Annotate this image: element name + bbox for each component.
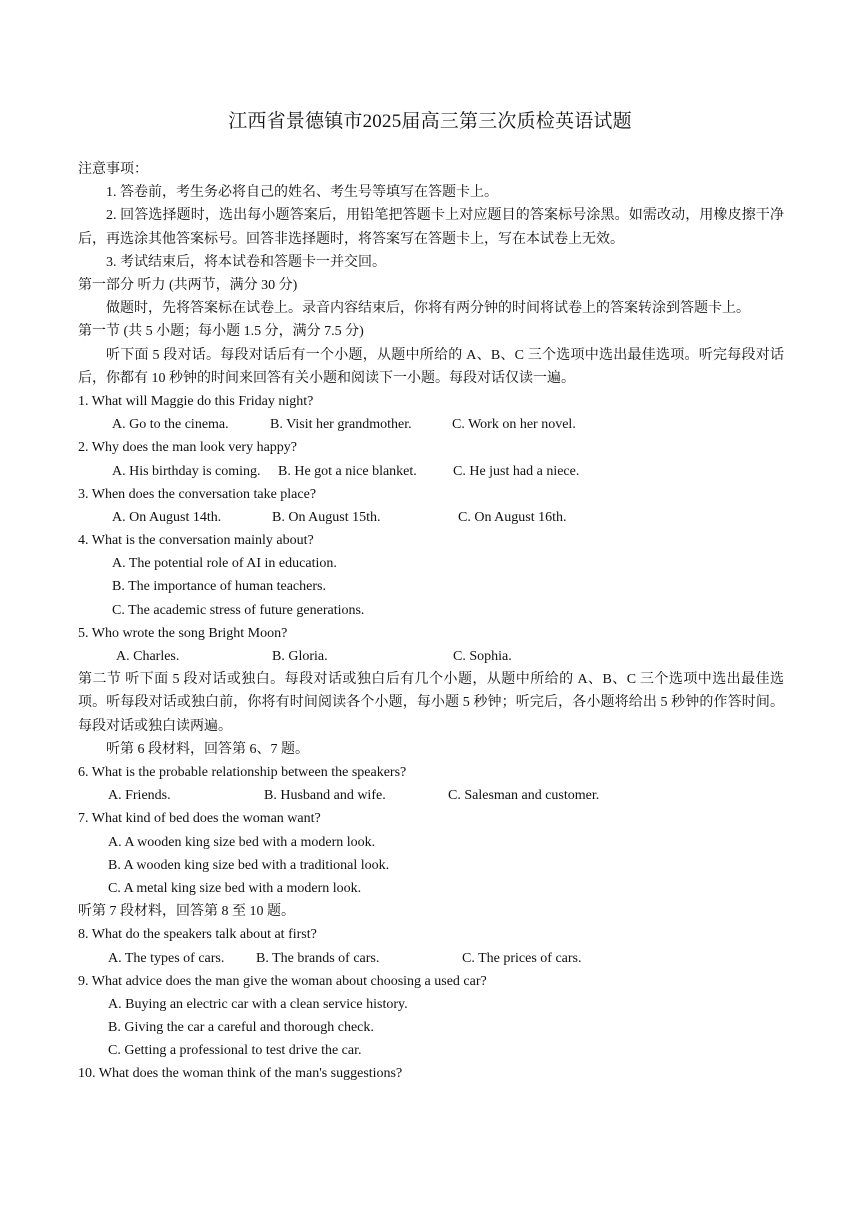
option-row: [78, 784, 784, 807]
option-a: A. Charles.: [116, 649, 180, 665]
material-note: 听第 6 段材料，回答第 6、7 题。: [106, 741, 309, 757]
notice-heading: 注意事项：: [78, 162, 148, 177]
option-row: [78, 645, 784, 668]
option-b: B. Giving the car a careful and thorough check.: [108, 1020, 374, 1036]
option-c: C. Sophia.: [453, 649, 512, 665]
part1-instruction: 做题时，先将答案标在试卷上。录音内容结束后，你将有两分钟的时间将试卷上的答案转涂到答题卡上。: [106, 301, 750, 317]
option-c: C. The academic stress of future generations.: [112, 602, 365, 618]
option-c: C. Work on her novel.: [452, 417, 576, 433]
option-c: C. Salesman and customer.: [448, 788, 600, 804]
option-a: A. Buying an electric car with a clean service history.: [108, 996, 408, 1012]
option-a: A. The types of cars.: [108, 950, 225, 966]
option-a: A. Go to the cinema.: [112, 417, 229, 433]
option-row: [78, 413, 784, 436]
option-c: C. On August 16th.: [458, 509, 567, 525]
option-b: B. The importance of human teachers.: [112, 579, 326, 595]
notice-item: 3. 考试结束后，将本试卷和答题卡一并交回。: [106, 254, 386, 270]
question-stem: 3. When does the conversation take place?: [78, 486, 317, 502]
question-stem: 5. Who wrote the song Bright Moon?: [78, 625, 288, 641]
option-c: C. Getting a professional to test drive the car.: [108, 1043, 362, 1059]
option-row: [78, 506, 784, 529]
option-a: A. Friends.: [108, 788, 171, 804]
page-title: 江西省景德镇市2025届高三第三次质检英语试题: [228, 111, 632, 132]
part1-heading: 第一部分 听力 (共两节，满分 30 分): [78, 277, 298, 293]
section2-heading-instruction: 第二节 听下面 5 段对话或独白。每段对话或独白后有几个小题，从题中所给的 A、B、C 三个选项中选出最佳选项。听每段对话或独白前，你将有时间阅读各个小题，每小题 5 秒钟；听完后，各小题将给出 5 秒钟的作答时间。每段对话或独白读两遍。: [78, 672, 784, 734]
option-b: B. Husband and wife.: [264, 788, 386, 804]
question-stem: 1. What will Maggie do this Friday night?: [78, 393, 314, 409]
option-a: A. His birthday is coming.: [112, 463, 261, 479]
question-stem: 9. What advice does the man give the woman about choosing a used car?: [78, 973, 487, 989]
question-stem: 8. What do the speakers talk about at first?: [78, 927, 317, 943]
material-note: 听第 7 段材料，回答第 8 至 10 题。: [78, 904, 295, 920]
question-stem: 4. What is the conversation mainly about?: [78, 533, 314, 549]
option-c: C. The prices of cars.: [462, 950, 582, 966]
section1-instruction: 听下面 5 段对话。每段对话后有一个小题，从题中所给的 A、B、C 三个选项中选出最佳选项。听完每段对话后，你都有 10 秒钟的时间来回答有关小题和阅读下一小题。每段对话仅读一遍。: [78, 347, 784, 386]
option-b: B. He got a nice blanket.: [278, 463, 417, 479]
question-stem: 2. Why does the man look very happy?: [78, 440, 298, 456]
question-stem: 6. What is the probable relationship between the speakers?: [78, 765, 407, 780]
notice-item: 2. 回答选择题时，选出每小题答案后，用铅笔把答题卡上对应题目的答案标号涂黑。如需改动，用橡皮擦干净后，再选涂其他答案标号。回答非选择题时，将答案写在答题卡上，写在本试卷上无效。: [78, 208, 784, 247]
question-stem: 10. What does the woman think of the man's suggestions?: [78, 1066, 403, 1082]
option-row: [78, 947, 784, 970]
option-c: C. He just had a niece.: [453, 463, 580, 479]
option-b: B. Visit her grandmother.: [270, 417, 412, 433]
section1-heading: 第一节 (共 5 小题；每小题 1.5 分，满分 7.5 分): [78, 324, 364, 340]
option-a: A. A wooden king size bed with a modern look.: [108, 834, 376, 850]
option-c: C. A metal king size bed with a modern look.: [108, 880, 362, 896]
notice-item: 1. 答卷前，考生务必将自己的姓名、考生号等填写在答题卡上。: [106, 185, 498, 201]
option-b: B. On August 15th.: [272, 509, 381, 525]
exam-content: [78, 158, 784, 1086]
option-row: [78, 460, 784, 483]
question-stem: 7. What kind of bed does the woman want?: [78, 811, 321, 827]
option-b: B. A wooden king size bed with a traditional look.: [108, 857, 390, 873]
option-a: A. The potential role of AI in education.: [112, 556, 337, 572]
option-b: B. Gloria.: [272, 649, 328, 665]
option-b: B. The brands of cars.: [256, 950, 380, 966]
option-a: A. On August 14th.: [112, 509, 222, 525]
